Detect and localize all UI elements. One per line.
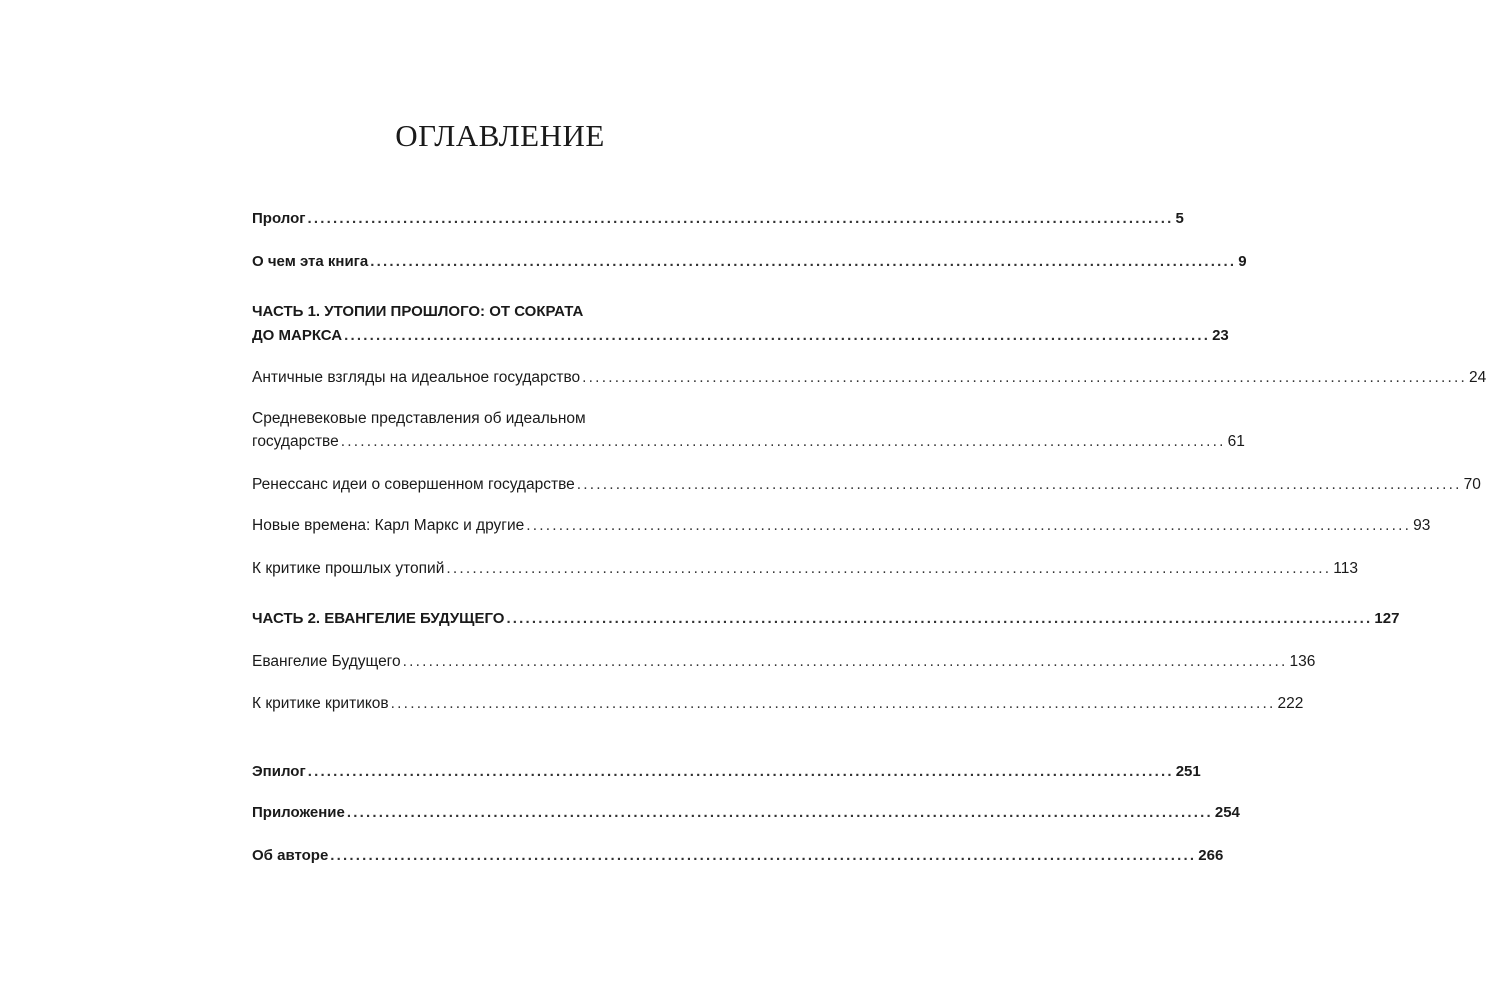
toc-entry-about-author[interactable] <box>252 844 1224 868</box>
toc-dot-leader: ........................................................................................................................................ <box>506 610 1373 627</box>
toc-entry-label: Евангелие Будущего <box>252 653 401 670</box>
toc-dot-leader: ........................................................................................................................................ <box>402 653 1288 670</box>
toc-entry-label: Эпилог <box>252 763 306 780</box>
toc-page-number: 254 <box>1214 804 1240 821</box>
toc-page-number: 9 <box>1238 253 1247 270</box>
toc-page-number: 23 <box>1212 327 1229 344</box>
toc-dot-leader: ........................................................................................................................................ <box>340 433 1226 450</box>
toc-dot-leader: ........................................................................................................................................ <box>370 253 1237 270</box>
toc-entry-label: Пролог <box>252 210 306 227</box>
toc-page-number: 222 <box>1277 695 1304 712</box>
page-title: ОГЛАВЛЕНИЕ <box>395 118 605 153</box>
toc-entry-label: Приложение <box>252 804 345 821</box>
toc-entry-label: ДО МАРКСА <box>252 327 343 344</box>
toc-dot-leader: ........................................................................................................................................ <box>582 369 1468 386</box>
toc-entry-antique[interactable] <box>252 366 1486 390</box>
toc-dot-leader: ........................................................................................................................................ <box>346 804 1213 821</box>
toc-entry-gospel[interactable] <box>252 650 1316 674</box>
toc-entry-appendix[interactable] <box>252 801 1240 825</box>
toc-dot-leader: ........................................................................................................................................ <box>344 327 1211 344</box>
toc-entry-part1[interactable] <box>252 324 1229 348</box>
toc-dot-leader: ........................................................................................................................................ <box>307 763 1174 780</box>
toc-entry-label: О чем эта книга <box>252 253 369 270</box>
toc-entry-critique-past[interactable] <box>252 557 1358 581</box>
toc-medieval-line1[interactable]: Средневековые представления об идеальном <box>252 410 586 427</box>
toc-page-number: 266 <box>1198 847 1224 864</box>
toc-page-number: 251 <box>1175 763 1201 780</box>
toc-part1-heading-line1[interactable]: ЧАСТЬ 1. УТОПИИ ПРОШЛОГО: ОТ СОКРАТА <box>252 303 584 320</box>
toc-entry-new-times[interactable] <box>252 514 1431 538</box>
toc-page-number: 113 <box>1333 560 1358 577</box>
toc-dot-leader: ........................................................................................................................................ <box>576 476 1462 493</box>
toc-entry-label: ЧАСТЬ 2. ЕВАНГЕЛИЕ БУДУЩЕГО <box>252 610 505 627</box>
toc-dot-leader: ........................................................................................................................................ <box>330 847 1197 864</box>
toc-entry-label: Об авторе <box>252 847 329 864</box>
toc-entry-label: Новые времена: Карл Маркс и другие <box>252 517 525 534</box>
toc-entry-epilogue[interactable] <box>252 760 1201 784</box>
toc-entry-critique-critics[interactable] <box>252 692 1304 716</box>
toc-entry-label: Ренессанс идеи о совершенном государстве <box>252 476 575 493</box>
toc-entry-renaissance[interactable] <box>252 473 1481 497</box>
toc-page-number: 127 <box>1374 610 1400 627</box>
toc-entry-medieval[interactable] <box>252 430 1245 454</box>
toc-entry-part2[interactable] <box>252 607 1400 631</box>
toc-dot-leader: ........................................................................................................................................ <box>446 560 1332 577</box>
toc-dot-leader: ........................................................................................................................................ <box>526 517 1412 534</box>
toc-page-number: 5 <box>1175 210 1184 227</box>
toc-entry-label: К критике прошлых утопий <box>252 560 445 577</box>
toc-page-number: 93 <box>1413 517 1431 534</box>
toc-page-number: 136 <box>1289 653 1316 670</box>
toc-page-number: 61 <box>1227 433 1245 450</box>
toc-entry-label: К критике критиков <box>252 695 389 712</box>
toc-page-number: 24 <box>1469 369 1486 386</box>
toc-entry-label: государстве <box>252 433 339 450</box>
toc-dot-leader: ........................................................................................................................................ <box>390 695 1276 712</box>
toc-dot-leader: ........................................................................................................................................ <box>307 210 1174 227</box>
toc-entry-label: Античные взгляды на идеальное государство <box>252 369 581 386</box>
toc-entry-about-book[interactable] <box>252 250 1247 274</box>
toc-page-number: 70 <box>1463 476 1481 493</box>
toc-entry-prologue[interactable] <box>252 207 1184 231</box>
